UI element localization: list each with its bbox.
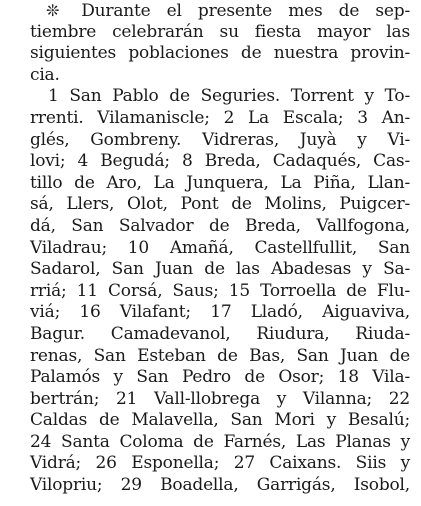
- list-line: Bagur. Camadevanol, Riudura, Riuda-: [30, 323, 410, 344]
- list-line: Vidrá; 26 Esponella; 27 Caixans. Siis y: [30, 453, 410, 474]
- list-line: sá, Llers, Olot, Pont de Molins, Puigcer-: [30, 194, 410, 215]
- list-line: viá; 16 Vilafant; 17 Lladó, Aiguaviva,: [30, 302, 410, 323]
- list-line: 24 Santa Coloma de Farnés, Las Planas y: [30, 431, 410, 452]
- list-line: rrenti. Vilamaniscle; 2 La Escala; 3 An-: [30, 107, 410, 128]
- list-line: tillo de Aro, La Junquera, La Piña, Llan-: [30, 172, 410, 193]
- article-text: [30, 0, 410, 497]
- list-line: dá, San Salvador de Breda, Vallfogona,: [30, 215, 410, 236]
- list-line: Vilopriu; 29 Boadella, Garrigás, Isobol,: [30, 475, 410, 496]
- list-line: Viladrau; 10 Amañá, Castellfullit, San: [30, 237, 410, 258]
- paragraph-ornament-icon: ❊: [46, 1, 60, 20]
- intro-line: ❊ Durante el presente mes de sep-: [46, 1, 410, 21]
- list-line: Caldas de Malavella, San Mori y Besalú;: [30, 410, 410, 431]
- intro-line: siguientes poblaciones de nuestra provin-: [30, 43, 410, 64]
- list-line: Sadarol, San Juan de las Abadesas y Sa-: [30, 259, 410, 280]
- list-line: 1 San Pablo de Seguries. Torrent y To-: [48, 86, 410, 107]
- list-line: bertrán; 21 Vall-llobrega y Vilanna; 22: [30, 388, 410, 409]
- list-line: rriá; 11 Corsá, Saus; 15 Torroella de Flu-: [30, 280, 410, 301]
- list-line: Palamós y San Pedro de Osor; 18 Vila-: [30, 367, 410, 388]
- list-line: renas, San Esteban de Bas, San Juan de: [30, 345, 410, 366]
- intro-line: tiembre celebrarán su fiesta mayor las: [30, 21, 410, 42]
- list-line: glés, Gombreny. Vidreras, Juyà y Vi-: [30, 129, 410, 150]
- list-line: lovi; 4 Begudá; 8 Breda, Cadaqués, Cas-: [30, 151, 410, 172]
- intro-line: cia.: [30, 64, 60, 85]
